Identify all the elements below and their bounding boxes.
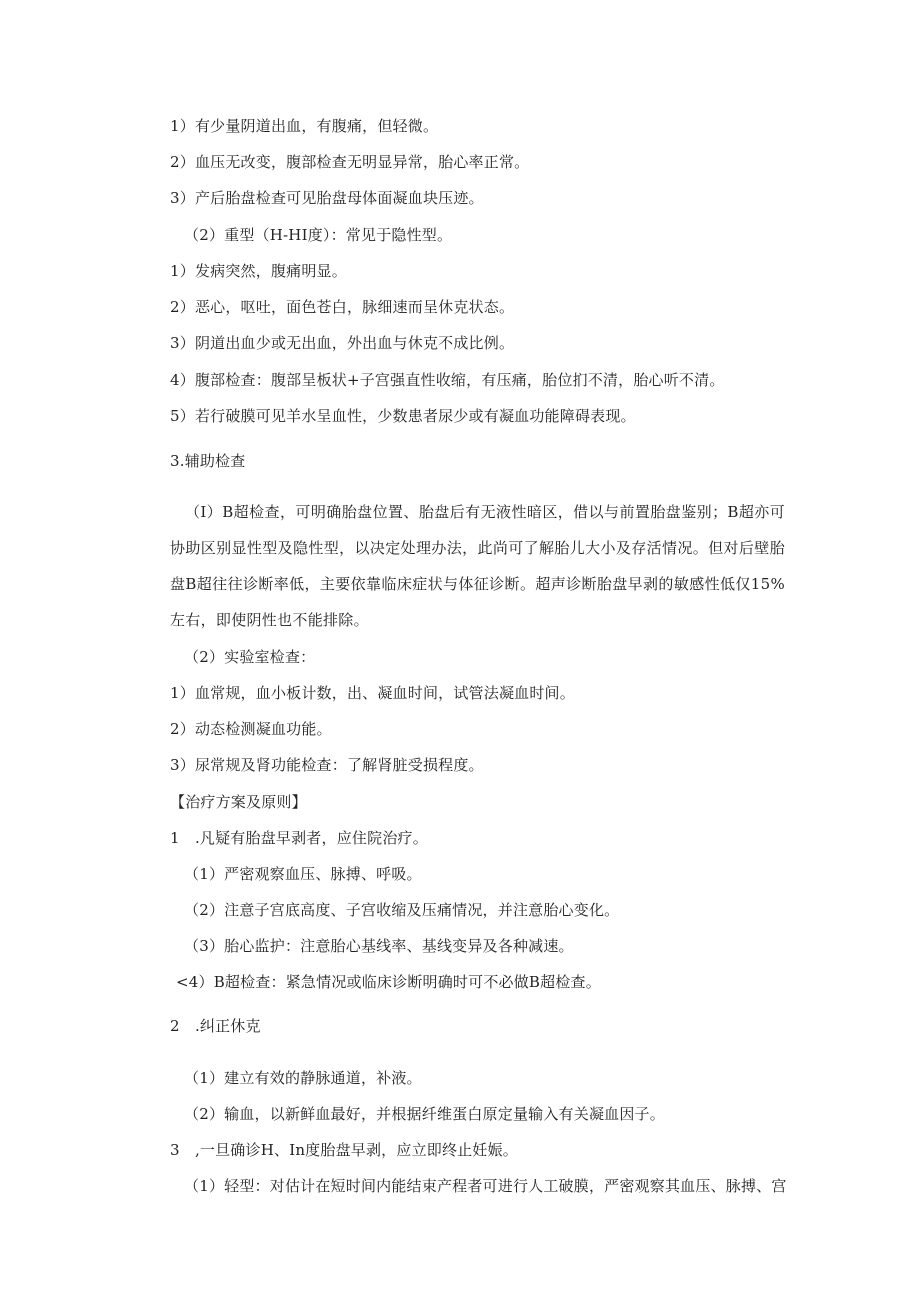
text-line-severe-1: 1）发病突然，腹痛明显。 xyxy=(170,262,347,280)
text-line-treatment-1-4: <4）B超检查：紧急情况或临床诊断明确时可不必做B超检查。 xyxy=(176,973,601,991)
heading-auxiliary-exam: 3.辅助检查 xyxy=(170,452,246,470)
text-line-terminate-pregnancy: 3 ,一旦确诊H、In度胎盘早剥，应立即终止妊娠。 xyxy=(170,1141,518,1159)
subheading-lab-tests: （2）实验室检查： xyxy=(184,648,316,666)
text-line-treatment-1-3: （3）胎心监护：注意胎心基线率、基线变异及各种减速。 xyxy=(184,937,574,955)
heading-correct-shock: 2 .纠正休克 xyxy=(170,1017,261,1035)
text-line-lab-3: 3）尿常规及肾功能检查：了解肾脏受损程度。 xyxy=(170,756,484,774)
text-line-severe-2: 2）恶心，呕吐，面色苍白，脉细速而呈休克状态。 xyxy=(170,298,515,316)
text-line-severe-5: 5）若行破膜可见羊水呈血性，少数患者尿少或有凝血功能障碍表现。 xyxy=(170,407,636,425)
text-line-mild-1: 1）有少量阴道出血，有腹痛，但轻微。 xyxy=(170,117,439,135)
text-line-lab-2: 2）动态检测凝血功能。 xyxy=(170,720,332,738)
text-line-treatment-1: 1 .凡疑有胎盘早剥者，应住院治疗。 xyxy=(170,829,428,847)
text-line-mild-2: 2）血压无改变，腹部检查无明显异常，胎心率正常。 xyxy=(170,153,530,171)
text-line-shock-2: （2）输血，以新鲜血最好，并根据纤维蛋白原定量输入有关凝血因子。 xyxy=(184,1105,665,1123)
text-line-mild-3: 3）产后胎盘检查可见胎盘母体面凝血块压迹。 xyxy=(170,189,484,207)
heading-treatment: 【治疗方案及原则】 xyxy=(170,793,307,811)
text-line-mild-management: （1）轻型：对估计在短时间内能结束产程者可进行人工破膜，严密观察其血压、脉搏、宫 xyxy=(184,1177,787,1195)
text-line-treatment-1-2: （2）注意子宫底高度、子宫收缩及压痛情况，并注意胎心变化。 xyxy=(184,901,620,919)
text-line-treatment-1-1: （1）严密观察血压、脉搏、呼吸。 xyxy=(184,865,422,883)
text-line-lab-1: 1）血常规，血小板计数，出、凝血时间，试管法凝血时间。 xyxy=(170,684,575,702)
text-line-severe-3: 3）阴道出血少或无出血，外出血与休克不成比例。 xyxy=(170,334,515,352)
subheading-severe-type: （2）重型（H-HI度）：常见于隐性型。 xyxy=(184,226,453,244)
paragraph-ultrasound: （I）B超检查，可明确胎盘位置、胎盘后有无液性暗区，借以与前置胎盘鉴别；B超亦可协助区别显性型及隐性型，以决定处理办法，此尚可了解胎儿大小及存活情况。但对后壁胎盘B超往往诊断率低，主要依靠临床症状与体征诊断。超声诊断胎盘早剥的敏感性低仅15%左右，即使阴性也不能排除。 xyxy=(170,503,785,629)
text-line-severe-4: 4）腹部检查：腹部呈板状+子宫强直性收缩，有压痛，胎位扪不清，胎心听不清。 xyxy=(170,371,725,389)
text-line-shock-1: （1）建立有效的静脉通道，补液。 xyxy=(184,1069,422,1087)
